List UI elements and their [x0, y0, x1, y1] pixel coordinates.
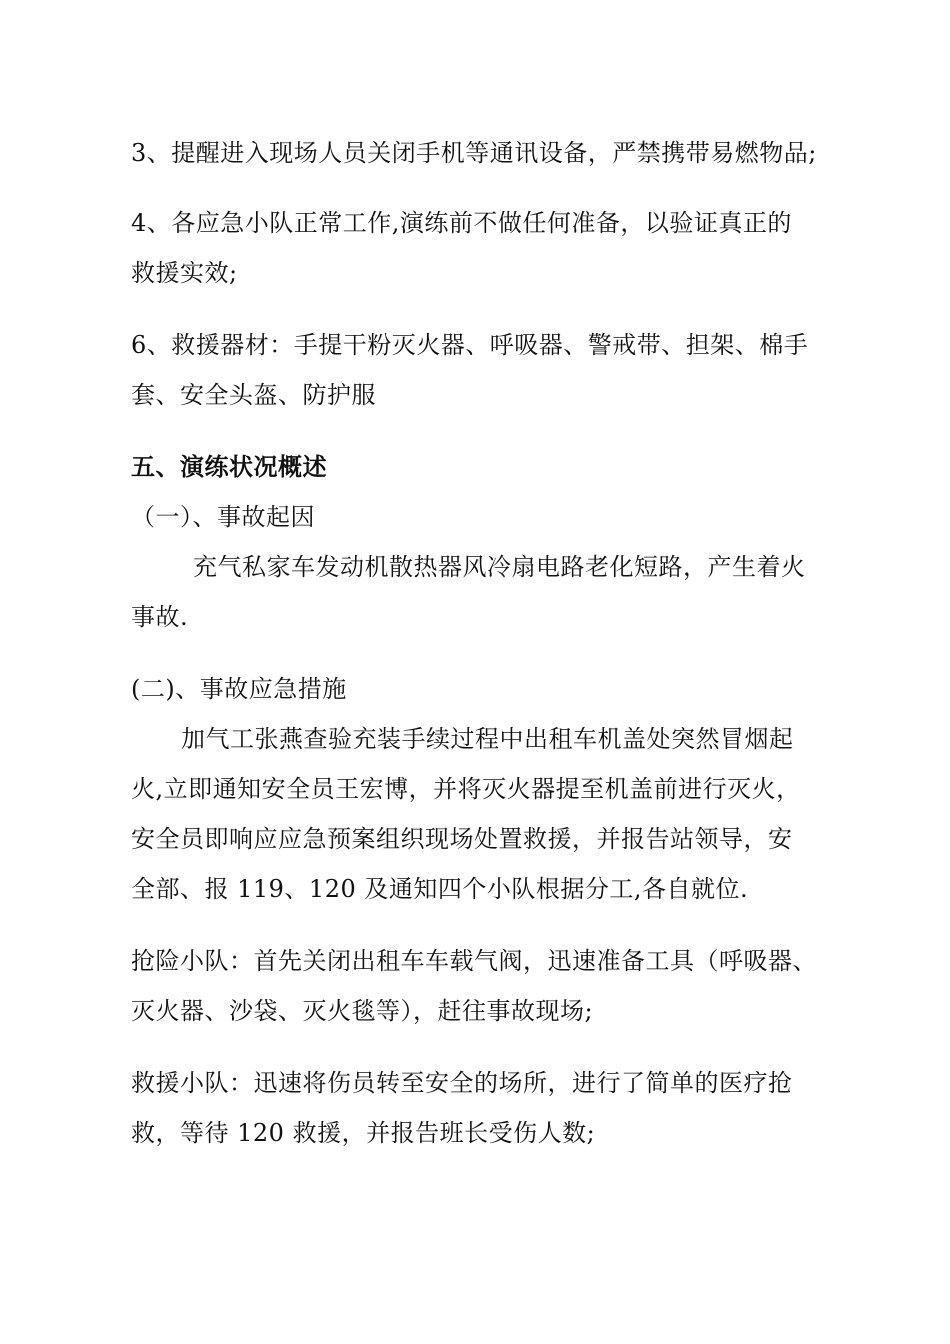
subsection-1-title: （一）、事故起因	[131, 503, 315, 531]
item-6-line-2: 套、安全头盔、防护服	[131, 381, 376, 409]
measures-paragraph-line-3: 安全员即响应应急预案组织现场处置救援，并报告站领导，安	[131, 825, 793, 853]
aid-team-line-2: 救，等待 120 救援，并报告班长受伤人数;	[131, 1119, 596, 1147]
measures-paragraph-line-1: 加气工张燕查验充装手续过程中出租车机盖处突然冒烟起	[181, 725, 794, 753]
cause-paragraph-line-2: 事故.	[131, 603, 189, 631]
rescue-team-line-2: 灭火器、沙袋、灭火毯等），赶往事故现场;	[131, 997, 594, 1025]
measures-paragraph-line-4: 全部、报 119、120 及通知四个小队根据分工,各自就位.	[131, 875, 749, 903]
rescue-team-line-1: 抢险小队：首先关闭出租车车载气阀，迅速准备工具（呼吸器、	[131, 947, 817, 975]
subsection-2-title: (二)、事故应急措施	[131, 675, 347, 703]
item-3-line: 3、提醒进入现场人员关闭手机等通讯设备，严禁携带易燃物品;	[131, 139, 817, 167]
item-6-line-1: 6、救援器材：手提干粉灭火器、呼吸器、警戒带、担架、棉手	[131, 331, 809, 359]
item-4-line-2: 救援实效;	[131, 259, 238, 287]
cause-paragraph-line-1: 充气私家车发动机散热器风冷扇电路老化短路，产生着火	[193, 553, 806, 581]
item-4-line-1: 4、各应急小队正常工作,演练前不做任何准备，以验证真正的	[131, 209, 792, 237]
section-5-title: 五、演练状况概述	[131, 453, 327, 481]
aid-team-line-1: 救援小队：迅速将伤员转至安全的场所，进行了简单的医疗抢	[131, 1069, 793, 1097]
measures-paragraph-line-2: 火,立即通知安全员王宏博，并将灭火器提至机盖前进行灭火，	[131, 775, 801, 803]
